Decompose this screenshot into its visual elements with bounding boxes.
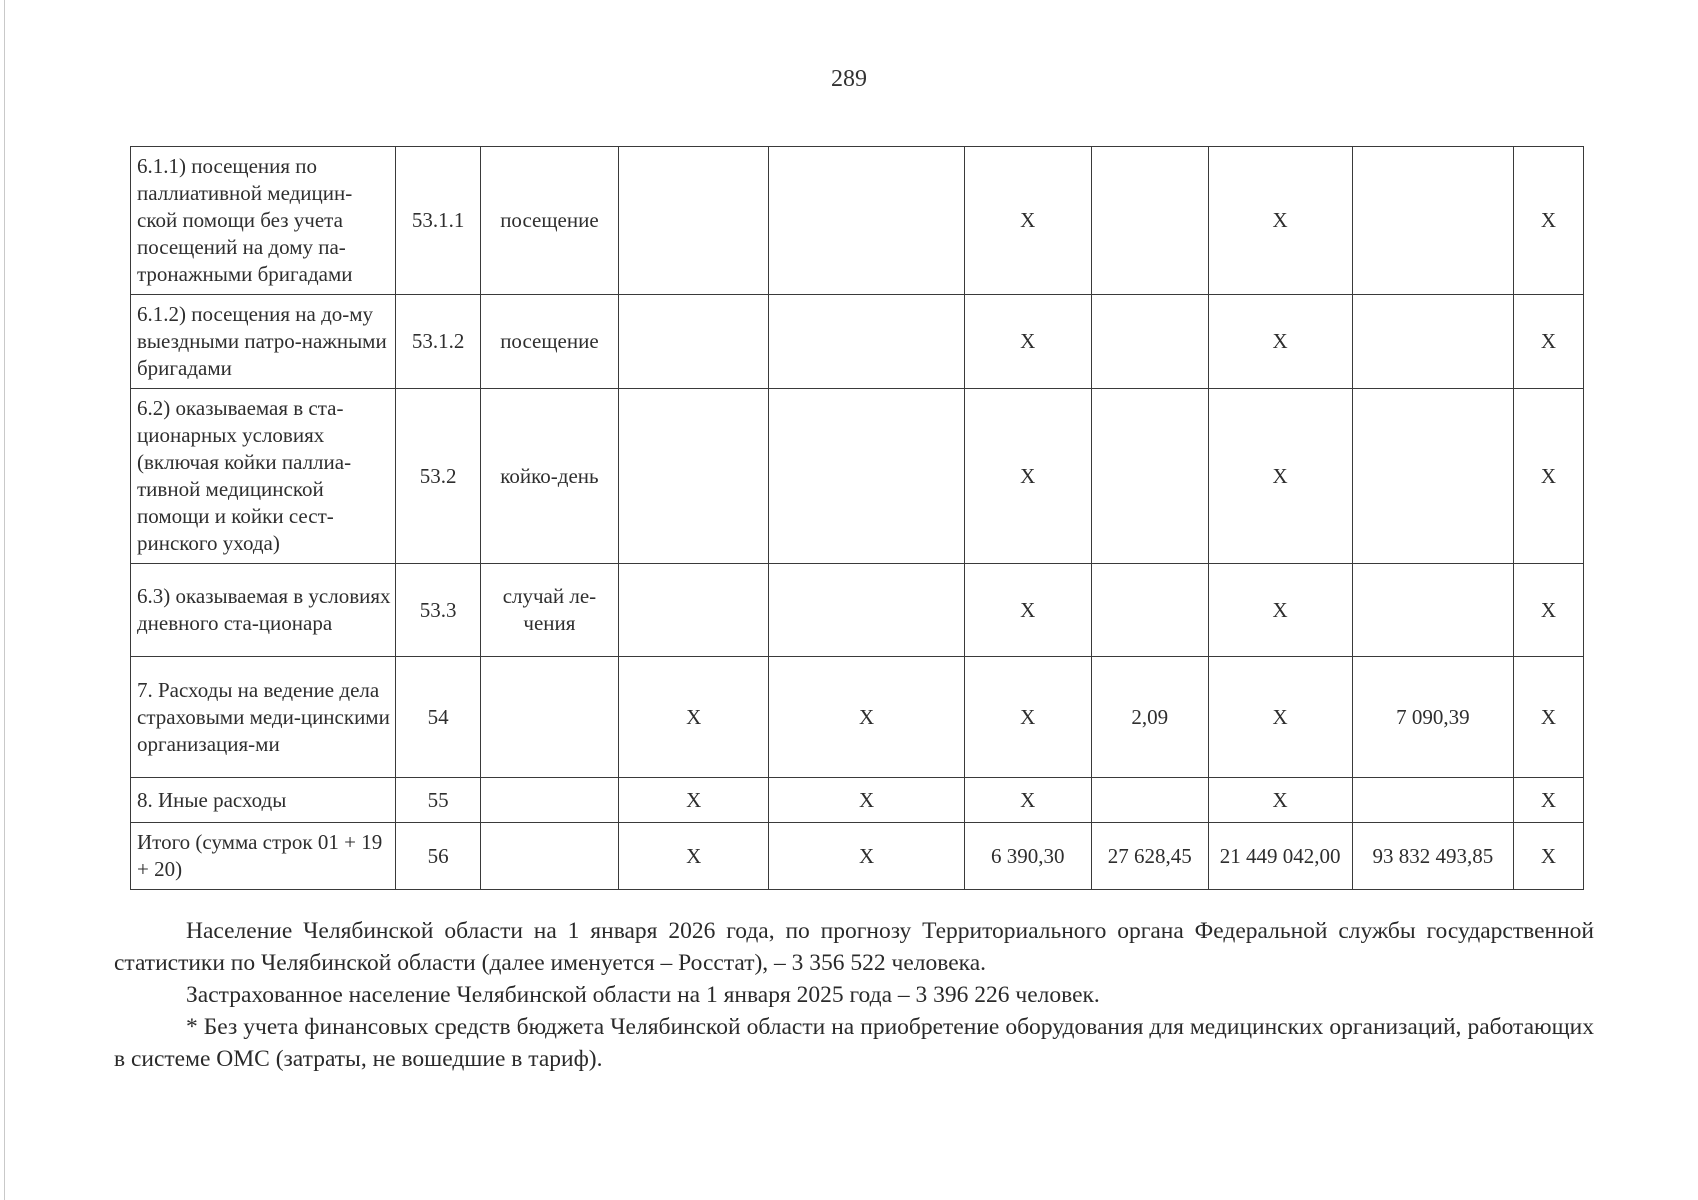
scan-edge-line: [4, 0, 5, 1200]
row-cell: 93 832 493,85: [1352, 823, 1513, 890]
row-unit: случай ле-чения: [480, 564, 618, 657]
row-cell: [1352, 295, 1513, 389]
row-cell: X: [1513, 147, 1583, 295]
row-cell: [769, 564, 964, 657]
row-unit: [480, 657, 618, 778]
row-cell: X: [618, 657, 769, 778]
row-unit: посещение: [480, 295, 618, 389]
row-cell: [769, 147, 964, 295]
row-cell: [769, 295, 964, 389]
table-row: [131, 657, 1584, 778]
row-cell: X: [1208, 564, 1352, 657]
row-code: 53.1.2: [396, 295, 481, 389]
row-cell: [1091, 147, 1208, 295]
row-cell: [618, 564, 769, 657]
row-name: 6.3) оказываемая в условиях дневного ста-ционара: [131, 564, 396, 657]
table-row: [131, 295, 1584, 389]
row-cell: X: [1208, 657, 1352, 778]
row-unit: [480, 823, 618, 890]
row-cell: X: [618, 823, 769, 890]
population-note: Население Челябинской области на 1 января 2026 года, по прогнозу Территориального органа Федеральной службы государственной статистики по Челябинской области (далее именуется – Росстат), – 3 356 522 человека.: [114, 918, 1594, 976]
row-code: 53.3: [396, 564, 481, 657]
row-cell: [1352, 389, 1513, 564]
table-row: [131, 778, 1584, 823]
page-number: 289: [831, 66, 867, 92]
row-name: 6.1.2) посещения на до-му выездными патро-нажными бригадами: [131, 295, 396, 389]
row-cell: [1091, 778, 1208, 823]
row-name: 6.2) оказываемая в ста-ционарных условиях (включая койки паллиа-тивной медицинской помощи и койки сест-ринского ухода): [131, 389, 396, 564]
table-row: [131, 389, 1584, 564]
row-cell: [1352, 778, 1513, 823]
row-code: 56: [396, 823, 481, 890]
cost-table: [130, 146, 1584, 890]
insured-population-note: Застрахованное население Челябинской области на 1 января 2025 года – 3 396 226 человек.: [186, 982, 1100, 1008]
row-cell: 7 090,39: [1352, 657, 1513, 778]
row-cell: X: [1208, 295, 1352, 389]
row-cell: X: [1208, 389, 1352, 564]
row-unit: [480, 778, 618, 823]
row-code: 54: [396, 657, 481, 778]
row-cell: X: [1208, 147, 1352, 295]
row-cell: X: [618, 778, 769, 823]
row-unit: посещение: [480, 147, 618, 295]
row-name: 6.1.1) посещения по паллиативной медицин-ской помощи без учета посещений на дому па-тронажными бригадами: [131, 147, 396, 295]
table-row: [131, 147, 1584, 295]
row-cell: [769, 389, 964, 564]
row-cell: X: [1208, 778, 1352, 823]
row-cell: X: [769, 778, 964, 823]
row-code: 55: [396, 778, 481, 823]
row-cell: X: [1513, 295, 1583, 389]
row-cell: X: [1513, 564, 1583, 657]
row-cell: [1352, 147, 1513, 295]
row-name: 7. Расходы на ведение дела страховыми меди-цинскими организация-ми: [131, 657, 396, 778]
row-cell: [618, 295, 769, 389]
footnotes: [114, 915, 1594, 1075]
row-cell: 2,09: [1091, 657, 1208, 778]
row-cell: [1091, 564, 1208, 657]
row-cell: [618, 147, 769, 295]
table-row: [131, 823, 1584, 890]
row-cell: X: [769, 823, 964, 890]
row-cell: X: [964, 295, 1091, 389]
row-code: 53.1.1: [396, 147, 481, 295]
row-code: 53.2: [396, 389, 481, 564]
row-cell: [1352, 564, 1513, 657]
row-cell: X: [1513, 657, 1583, 778]
row-unit: койко-день: [480, 389, 618, 564]
row-cell: 21 449 042,00: [1208, 823, 1352, 890]
row-cell: X: [1513, 823, 1583, 890]
row-cell: [1091, 389, 1208, 564]
row-cell: X: [769, 657, 964, 778]
row-cell: [618, 389, 769, 564]
row-cell: X: [964, 657, 1091, 778]
row-cell: X: [964, 147, 1091, 295]
row-cell: X: [964, 389, 1091, 564]
row-cell: X: [1513, 389, 1583, 564]
row-cell: 27 628,45: [1091, 823, 1208, 890]
row-cell: X: [964, 778, 1091, 823]
budget-footnote: * Без учета финансовых средств бюджета Челябинской области на приобретение оборудования для медицинских организаций, работающих в системе ОМС (затраты, не вошедшие в тариф).: [114, 1014, 1594, 1072]
row-name: Итого (сумма строк 01 + 19 + 20): [131, 823, 396, 890]
row-name: 8. Иные расходы: [131, 778, 396, 823]
row-cell: [1091, 295, 1208, 389]
table-row: [131, 564, 1584, 657]
row-cell: X: [1513, 778, 1583, 823]
row-cell: 6 390,30: [964, 823, 1091, 890]
row-cell: X: [964, 564, 1091, 657]
